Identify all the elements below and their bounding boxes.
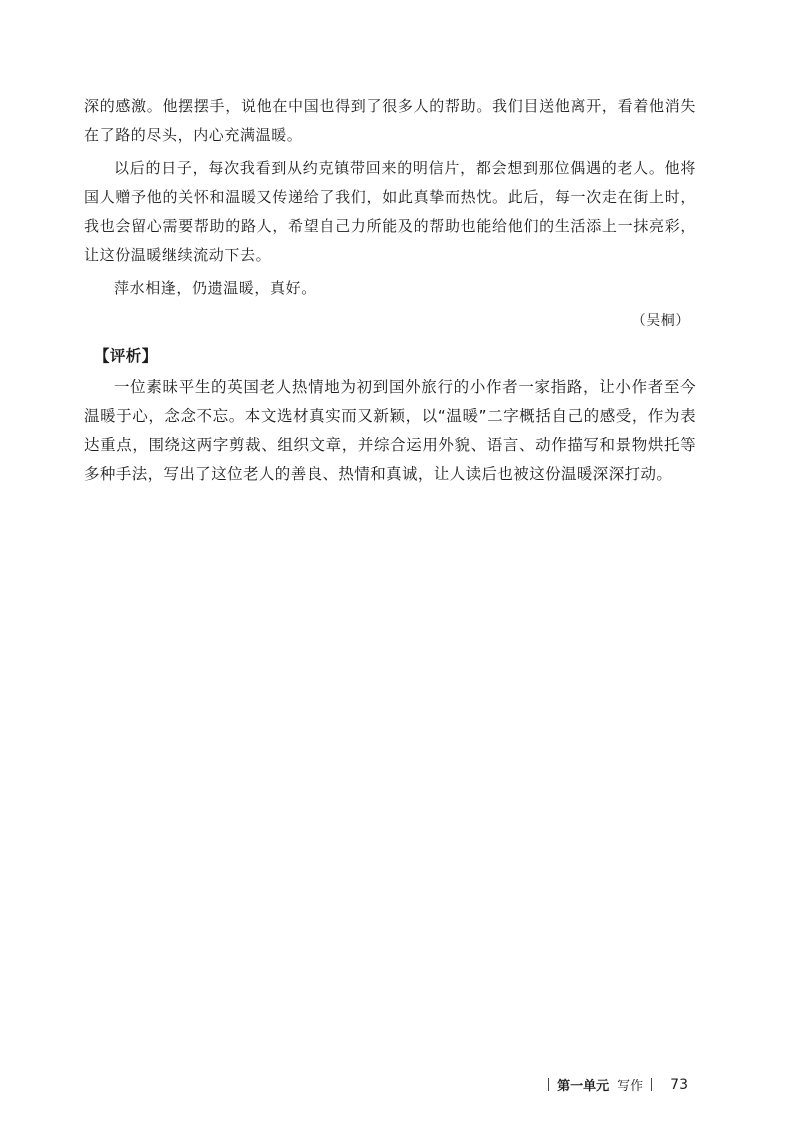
essay-body bbox=[84, 92, 696, 489]
page-number: 73 bbox=[670, 1076, 688, 1093]
analysis-heading: 【评析】 bbox=[94, 347, 158, 365]
analysis-section bbox=[84, 342, 696, 489]
author-signature: （吴桐） bbox=[631, 313, 690, 329]
essay-paragraph: 以后的日子，每次我看到从约克镇带回来的明信片，都会想到那位偶遇的老人。他将国人赠予他的关怀和温暖又传递给了我们，如此真挚而热忱。此后，每一次走在街上时，我也会留心需要帮助的路人，希望自己力所能及的帮助也能给他们的生活添上一抹亮彩，让这份温暖继续流动下去。 bbox=[84, 159, 696, 264]
footer-section: 写作 bbox=[617, 1079, 644, 1094]
page-footer bbox=[548, 1075, 688, 1094]
essay-paragraph: 萍水相逢，仍遗温暖，真好。 bbox=[114, 279, 317, 297]
footer-divider bbox=[651, 1078, 652, 1091]
essay-paragraph: 深的感激。他摆摆手，说他在中国也得到了很多人的帮助。我们目送他离开，看着他消失在了路的尽头，内心充满温暖。 bbox=[84, 97, 696, 144]
footer-divider bbox=[548, 1078, 549, 1091]
footer-unit: 第一单元 bbox=[557, 1079, 610, 1094]
analysis-paragraph: 一位素昧平生的英国老人热情地为初到国外旅行的小作者一家指路，让小作者至今温暖于心，念念不忘。本文选材真实而又新颖，以“温暖”二字概括自己的感受，作为表达重点，围绕这两字剪裁、组织文章，并综合运用外貌、语言、动作描写和景物烘托等多种手法，写出了这位老人的善良、热情和真诚，让人读后也被这份温暖深深打动。 bbox=[84, 378, 696, 483]
